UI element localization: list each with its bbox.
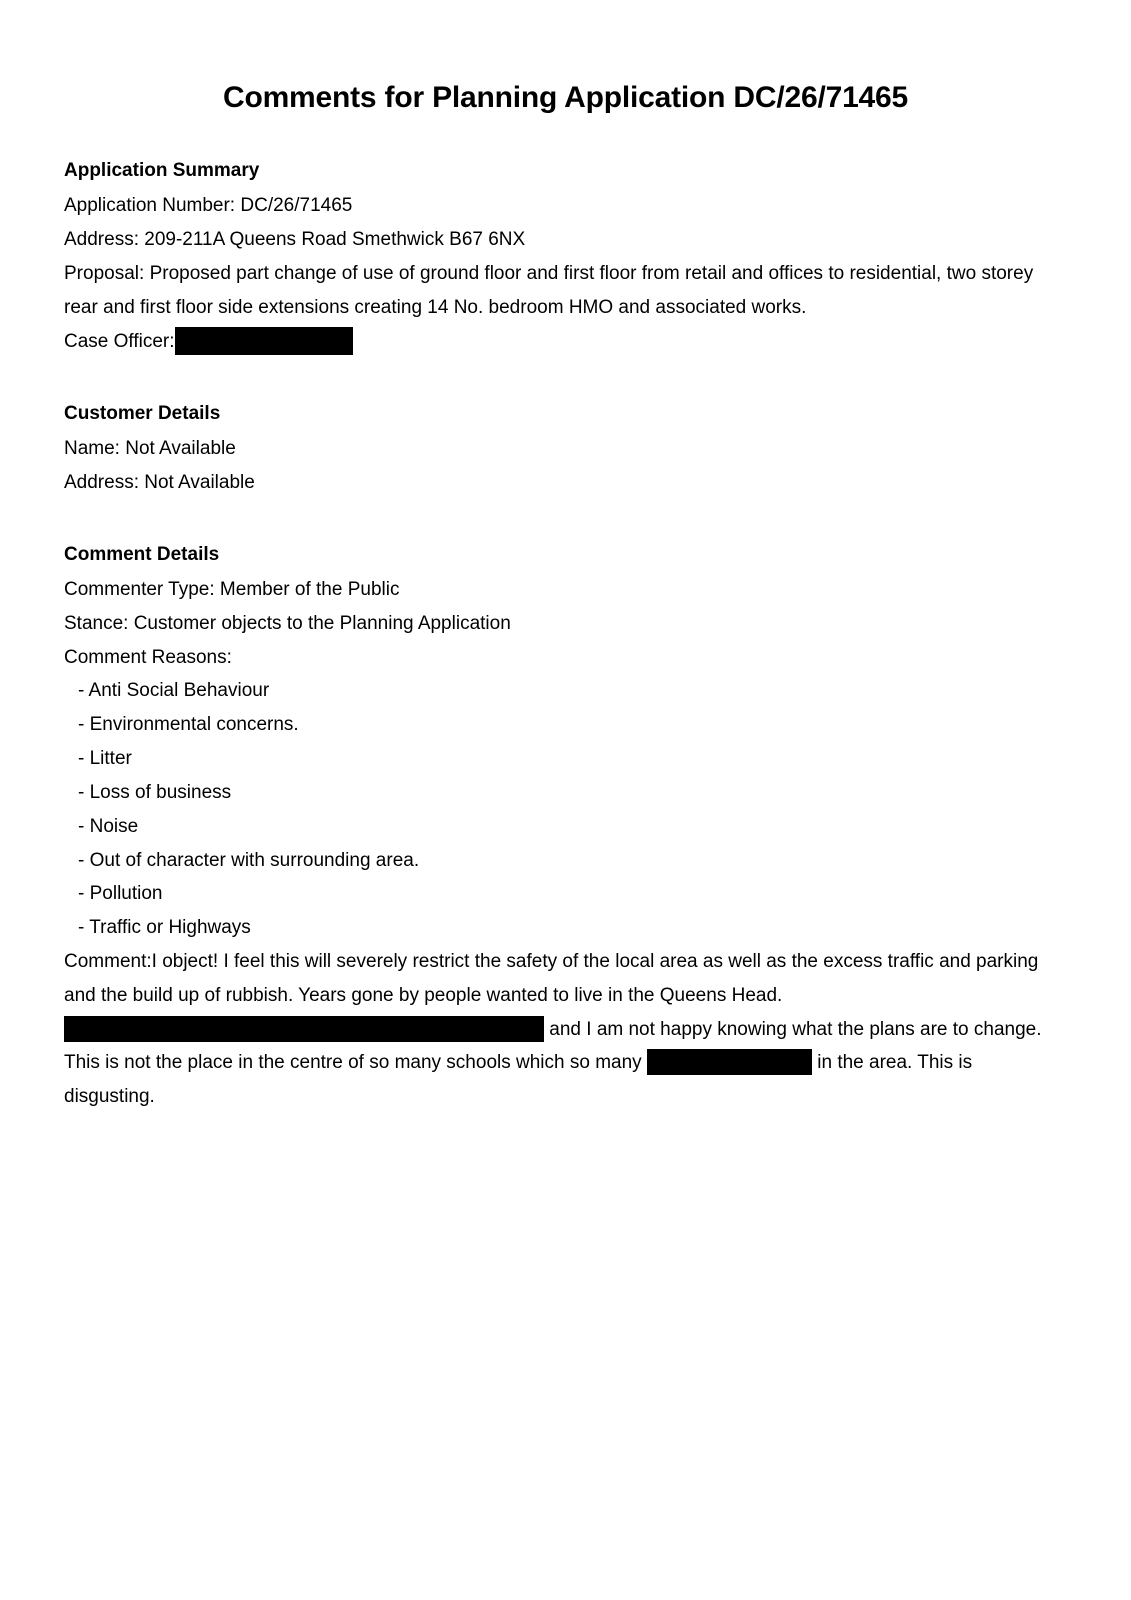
address-line <box>64 223 1067 257</box>
list-item: - Traffic or Highways <box>78 917 251 939</box>
comment-text-part-2: and I am not happy knowing what the plans are to change. This is not the place in the centre of so many schools which so many <box>64 1018 1042 1074</box>
application-summary-heading: Application Summary <box>64 160 260 181</box>
application-number-value: DC/26/71465 <box>240 195 353 217</box>
case-officer-label: Case Officer: <box>64 330 175 352</box>
list-item: - Anti Social Behaviour <box>78 680 270 702</box>
application-number-label: Application Number: <box>64 195 236 217</box>
comment-details-section <box>64 540 1067 1114</box>
comment-text-part-1: I object! I feel this will severely restrict the safety of the local area as well as the excess traffic and parking and the build up of rubbish. Years gone by people wanted to live in the Queens Head. <box>64 950 1039 1006</box>
list-item: - Pollution <box>78 883 163 905</box>
list-item: - Loss of business <box>78 781 232 803</box>
application-summary-section <box>64 156 1067 359</box>
application-number-line <box>64 189 1067 223</box>
comment-reasons-list <box>64 674 1067 945</box>
address-label: Address: <box>64 229 139 251</box>
comment-text-part-3: in the area. This is disgusting. <box>64 1052 973 1108</box>
address-value: 209-211A Queens Road Smethwick B67 6NX <box>144 229 526 251</box>
customer-name-line: Name: Not Available <box>64 437 236 459</box>
case-officer-line <box>64 325 1067 359</box>
comment-label: Comment: <box>64 950 152 972</box>
proposal-value: Proposed part change of use of ground floor and first floor from retail and offices to residential, two storey rear and first floor side extensions creating 14 No. bedroom HMO and associated works. <box>64 263 1034 318</box>
comment-reasons-label: Comment Reasons: <box>64 646 232 668</box>
page-title: Comments for Planning Application DC/26/71465 <box>222 81 909 114</box>
proposal-label: Proposal: <box>64 263 145 285</box>
redaction-case-officer <box>175 327 353 355</box>
comment-details-heading: Comment Details <box>64 543 220 565</box>
list-item: - Out of character with surrounding area. <box>78 849 420 871</box>
stance-line: Stance: Customer objects to the Planning Application <box>64 612 511 634</box>
list-item: - Noise <box>78 815 139 837</box>
list-item: - Litter <box>78 748 132 770</box>
proposal-line <box>64 257 1067 325</box>
customer-details-section <box>64 399 1067 500</box>
comment-body <box>64 945 1067 1114</box>
redaction-comment-2 <box>647 1049 812 1075</box>
redaction-comment-1 <box>64 1016 544 1042</box>
customer-details-heading: Customer Details <box>64 402 221 424</box>
customer-address-line: Address: Not Available <box>64 471 255 493</box>
commenter-type-line: Commenter Type: Member of the Public <box>64 579 400 600</box>
list-item: - Environmental concerns. <box>78 714 299 736</box>
